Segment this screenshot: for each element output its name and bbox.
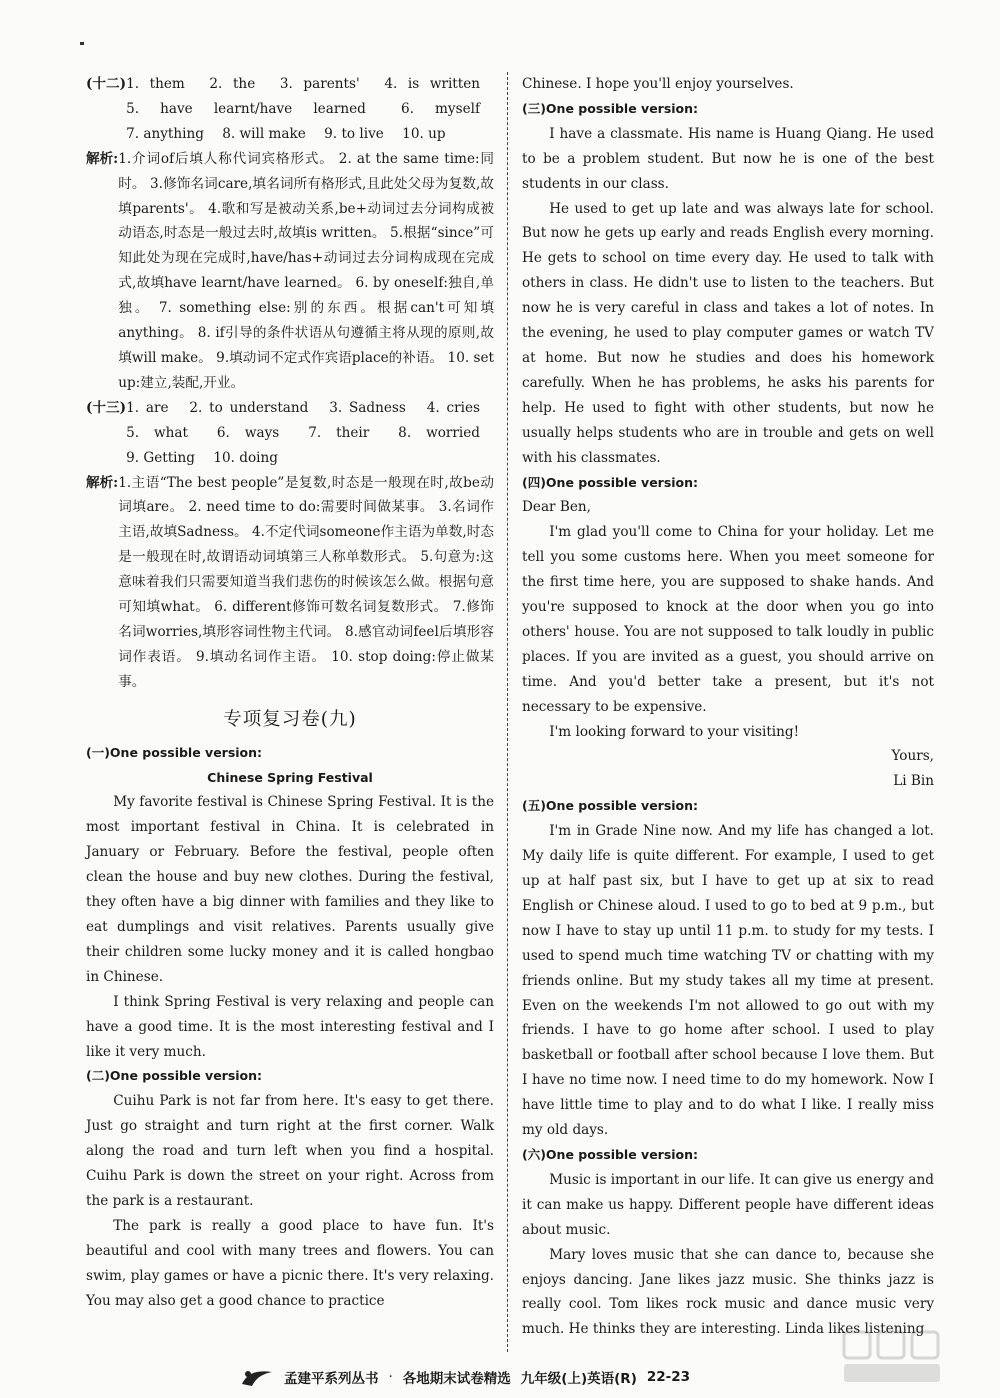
section-label: (十三) [86, 399, 127, 416]
explanation-text: 1.主语“The best people”是复数,时态是一般现在时,故be动词填are。 2. need time to do:需要时间做某事。 3.名词作主语,故填Sadness。 4.不定代词someone作主语为单数,时态是一般现在时,故谓语动词填第三人称单数形式。 5.句意为:这意味着我们只需要知道当我们悲伤的时候该怎么做。根据句意可知填what。 6. different修饰可数名词复数形式。 7.修饰名词worries,填形容词性物主代词。 8.感官动词feel后填形容词作表语。 9.填动名词作主语。 10. stop doing:停止做某事。 [118, 474, 494, 690]
answer-item: 6. ways [216, 424, 280, 441]
answer-item: 4. cries [426, 399, 480, 416]
essay-paragraph: I'm looking forward to your visiting! [549, 723, 800, 740]
answer-item: 7. their [308, 424, 370, 441]
essay-2-heading: (二)One possible version: [86, 1068, 263, 1084]
right-column [522, 72, 934, 1342]
answer-item: 4. is written [384, 76, 481, 92]
footer-separator: · [388, 1369, 393, 1385]
section-13-answers [86, 396, 494, 471]
column-divider [507, 72, 508, 1352]
essay-paragraph: I'm in Grade Nine now. And my life has changed a lot. My daily life is quite different. For example, I used to get up at half past six, but I have to get up at six to read English or Chinese aloud. I used to go to bed at 9 p.m., but now I have to stay up until 11 p.m. to study for my tests. I used to spend much time watching TV or chatting with my friends online. But my study takes all my time at present. Even on the weekends I'm not allowed to go out with my friends. I have to go home after school. I used to play basketball or football after school because I love them. But I have no time now. I need time to do my homework. Now I have little time to play and to do what I like. I really miss my old days. [522, 823, 934, 1139]
page-numbers: 22-23 [646, 1369, 691, 1385]
answer-item: 6. myself [400, 100, 481, 117]
explanation-label: 解析: [86, 150, 119, 167]
letter-closing: Yours, [891, 748, 934, 765]
left-column [86, 72, 494, 1314]
book-name: 各地期末试卷精选 [402, 1371, 511, 1387]
essay-1-heading: (一)One possible version: [86, 744, 263, 760]
section-label: (十二) [86, 76, 127, 92]
section-12-explanation [86, 147, 494, 396]
answer-item: 10. up [402, 125, 446, 142]
answer-items [126, 72, 494, 147]
answer-item: 7. anything [126, 125, 204, 142]
essay-paragraph: Mary loves music that she can dance to, because she enjoys dancing. Jane likes jazz music. She thinks jazz is really cool. Tom likes rock music and dance music very much. He thinks they are interesting. Linda likes listening [522, 1246, 934, 1338]
corner-mark [80, 42, 84, 45]
grade-subject: 九年级(上)英语(R) [520, 1371, 637, 1387]
letter-signature: Li Bin [893, 773, 934, 790]
answer-item: 5. have learnt/have learned [126, 100, 366, 117]
series-name: 孟建平系列丛书 [284, 1371, 379, 1387]
answer-item: 8. worried [398, 424, 481, 441]
essay-paragraph: Music is important in our life. It can give us energy and it can make us happy. Different people have different ideas about music. [522, 1171, 934, 1238]
page-footer [240, 1364, 960, 1390]
essay-paragraph: The park is really a good place to have fun. It's beautiful and cool with many trees and flowers. You can swim, play games or have a picnic there. It's very relaxing. You may also get a good chance to practice [86, 1217, 494, 1309]
answer-item: 8. will make [222, 125, 306, 142]
answer-items [126, 396, 494, 471]
essay-3-heading: (三)One possible version: [522, 100, 699, 116]
section-12-answers [86, 72, 494, 147]
explanation-label: 解析: [86, 474, 119, 491]
essay-6-heading: (六)One possible version: [522, 1146, 699, 1162]
review-section-title: 专项复习卷(九) [223, 708, 357, 730]
essay-paragraph: Cuihu Park is not far from here. It's easy to get there. Just go straight and turn right at the first corner. Walk along the road and turn left when you find a hospital. Cuihu Park is down the street on your right. Across from the park is a restaurant. [86, 1093, 494, 1209]
answer-item: 3. Sadness [329, 399, 406, 416]
explanation-text: 1.介词of后填人称代词宾格形式。 2. at the same time:同时。 3.修饰名词care,填名词所有格形式,且此处父母为复数,故填parents'。 4.歌和写是被动关系,be+动词过去分词构成被动语态,时态是一般过去时,故填is written。 5.根据“since”可知此处为现在完成时,have/has+动词过去分词构成现在完成式,故填have learnt/have learned。 6. by oneself:独自,单独。 7. something else:别的东西。根据can't可知填anything。 8. if引导的条件状语从句遵循主将从现的原则,故填will make。 9.填动词不定式作宾语place的补语。 10. set up:建立,装配,开业。 [118, 150, 494, 391]
answer-item: 1. them [126, 76, 185, 92]
essay-2-continuation: Chinese. I hope you'll enjoy yourselves. [522, 76, 794, 92]
essay-paragraph: I think Spring Festival is very relaxing and people can have a good time. It is the most interesting festival and I like it very much. [86, 993, 494, 1060]
answer-item: 2. the [209, 76, 256, 92]
essay-1-title: Chinese Spring Festival [207, 769, 373, 785]
answer-item: 9. to live [324, 125, 384, 142]
answer-item: 10. doing [213, 449, 278, 466]
essay-5-heading: (五)One possible version: [522, 798, 699, 814]
essay-paragraph: My favorite festival is Chinese Spring Festival. It is the most important festival in China. It is celebrated in January or February. Before the festival, people often clean the house and buy new clothes. During the festival, they often have a big dinner with families and they like to eat dumplings and visit relatives. Parents usually give their children some lucky money and it is called hongbao in Chinese. [86, 794, 494, 985]
essay-paragraph: I'm glad you'll come to China for your holiday. Let me tell you some customs here. When you meet someone for the first time here, you are supposed to shake hands. And you're supposed to knock at the door when you go into others' house. You are not supposed to talk loudly in public places. If you are invited as a guest, you should arrive on time. And you'd better take a present, but it's not necessary to be expensive. [522, 524, 934, 715]
answer-item: 5. what [126, 424, 188, 441]
answer-item: 2. to understand [189, 399, 309, 416]
letter-greeting: Dear Ben, [522, 499, 591, 516]
essay-paragraph: He used to get up late and was always late for school. But now he gets up early and reads English every morning. He gets to school on time every day. He used to talk with others in class. He didn't use to listen to the teachers. But now he is very careful in class and takes a lot of notes. In the evening, he used to play computer games or watch TV at home. But now he studies and does his homework carefully. When he has problems, he asks his parents for help. He used to fight with other students, but now he usually helps students who are in trouble and gets on well with his classmates. [522, 200, 934, 466]
essay-4-heading: (四)One possible version: [522, 474, 699, 490]
answer-item: 3. parents' [279, 76, 360, 92]
answer-item: 1. are [126, 399, 169, 416]
publisher-logo-icon [240, 1366, 274, 1388]
answer-item: 9. Getting [126, 449, 195, 466]
essay-paragraph: I have a classmate. His name is Huang Qiang. He used to be a problem student. But now he is one of the best students in our class. [522, 125, 934, 192]
section-13-explanation [86, 471, 494, 695]
